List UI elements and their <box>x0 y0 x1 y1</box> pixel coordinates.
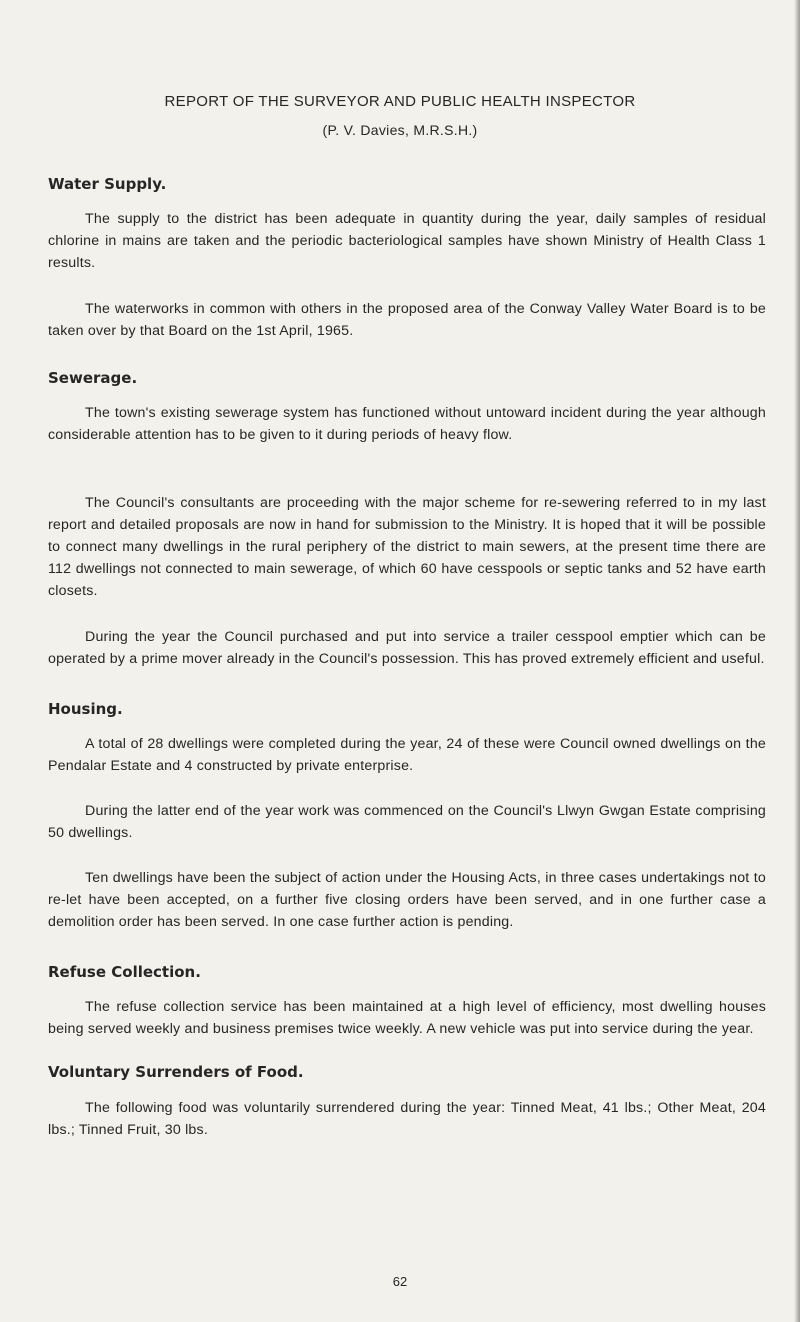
report-title: REPORT OF THE SURVEYOR AND PUBLIC HEALTH INSPECTOR <box>164 93 636 110</box>
page-number: 62 <box>392 1274 408 1289</box>
water-paragraph-2: The waterworks in common with others in the proposed area of the Conway Valley Water Board is to be taken over by that Board on the 1st April, 1965. <box>48 301 766 339</box>
section-heading-housing: Housing. <box>48 700 123 718</box>
report-author: (P. V. Davies, M.R.S.H.) <box>322 122 478 138</box>
sewerage-paragraph-3: During the year the Council purchased and put into service a trailer cesspool emptier which can be operated by a prime mover already in the Council's possession. This has proved extremely efficient and useful. <box>48 629 766 667</box>
refuse-paragraph-1: The refuse collection service has been maintained at a high level of efficiency, most dwelling houses being served weekly and business premises twice weekly. A new vehicle was put into service during the year. <box>48 999 766 1037</box>
sewerage-paragraph-1: The town's existing sewerage system has functioned without untoward incident during the year although considerable attention has to be given to it during periods of heavy flow. <box>48 405 766 443</box>
page-edge-shadow <box>794 0 800 1322</box>
section-heading-voluntary-surrenders: Voluntary Surrenders of Food. <box>48 1063 304 1081</box>
housing-paragraph-1: A total of 28 dwellings were completed during the year, 24 of these were Council owned dwellings on the Pendalar Estate and 4 constructed by private enterprise. <box>48 736 766 774</box>
water-paragraph-1: The supply to the district has been adequate in quantity during the year, daily samples of residual chlorine in mains are taken and the periodic bacteriological samples have shown Ministry of Health Class 1 results. <box>48 211 766 271</box>
section-heading-refuse-collection: Refuse Collection. <box>48 963 201 981</box>
section-heading-sewerage: Sewerage. <box>48 369 138 387</box>
housing-paragraph-2: During the latter end of the year work was commenced on the Council's Llwyn Gwgan Estate comprising 50 dwellings. <box>48 803 766 841</box>
sewerage-paragraph-2: The Council's consultants are proceeding with the major scheme for re-sewering referred to in my last report and detailed proposals are now in hand for submission to the Ministry. It is hoped that it will be possible to connect many dwellings in the rural periphery of the district to main sewers, at the present time there are 112 dwellings not connected to main sewerage, of which 60 have cesspools or septic tanks and 52 have earth closets. <box>48 495 766 599</box>
food-paragraph-1: The following food was voluntarily surrendered during the year: Tinned Meat, 41 lbs.; Other Meat, 204 lbs.; Tinned Fruit, 30 lbs. <box>48 1100 766 1138</box>
housing-paragraph-3: Ten dwellings have been the subject of action under the Housing Acts, in three cases undertakings not to re-let have been accepted, on a further five closing orders have been served, and in one further case a demolition order has been served. In one case further action is pending. <box>48 870 766 930</box>
section-heading-water-supply: Water Supply. <box>48 175 167 193</box>
